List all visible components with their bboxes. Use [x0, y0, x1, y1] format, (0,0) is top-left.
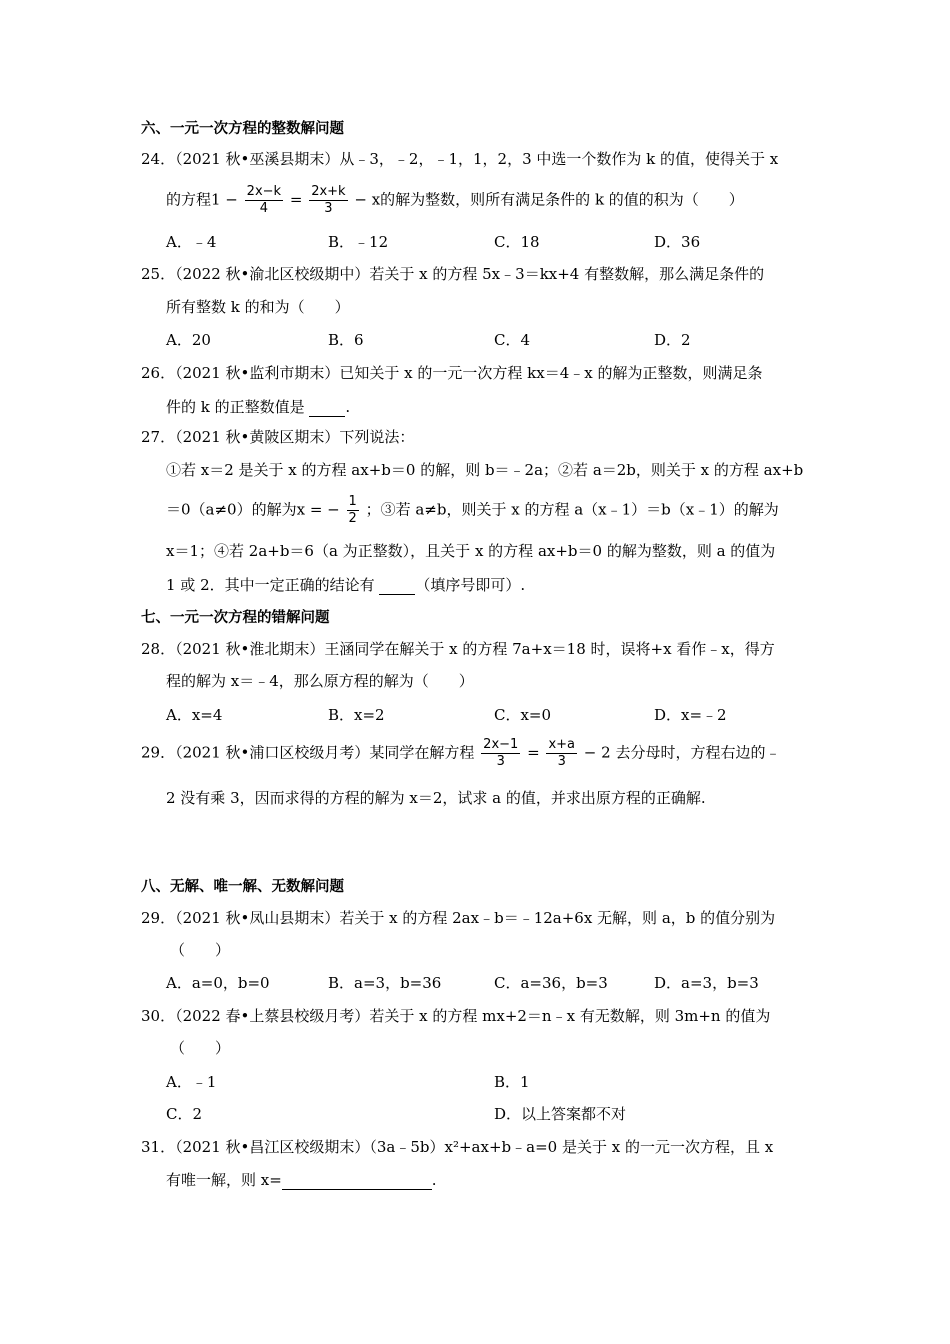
q27-line5-pre: 1 或 2．其中一定正确的结论有: [166, 576, 375, 594]
q27-line1: 27．（2021 秋•黄陂区期末）下列说法：: [141, 428, 415, 446]
q29b-line1: 29．（2021 秋•凤山县期末）若关于 x 的方程 2ax﹣b＝﹣12a+6x 无解，则 a，b 的值分别为: [141, 909, 776, 927]
q25-option-a: A．20: [166, 331, 211, 349]
q25-option-d: D．2: [654, 331, 691, 349]
q31-answer-blank[interactable]: [282, 1171, 432, 1190]
q24-f2-num: 2x+k: [311, 184, 346, 199]
section-heading-6: 六、一元一次方程的整数解问题: [141, 121, 344, 137]
q26-line1: 26．（2021 秋•监利市期末）已知关于 x 的一元一次方程 kx＝4﹣x 的解为正整数，则满足条: [141, 364, 763, 382]
q24-pre: 的方程1 −: [166, 190, 238, 209]
q24-option-a: A．﹣4: [166, 233, 217, 251]
q26-line2: [166, 396, 350, 417]
q30-option-a: A．﹣1: [166, 1073, 217, 1091]
q29a-fraction-1: [481, 737, 520, 770]
q24-option-d: D．36: [654, 233, 701, 251]
q27-answer-blank[interactable]: [379, 576, 415, 595]
q24-f1-num: 2x−k: [246, 184, 282, 199]
q28-line2: 程的解为 x＝﹣4，那么原方程的解为（ ）: [166, 672, 474, 690]
q24-f2-den: 3: [324, 201, 333, 216]
section-heading-7: 七、一元一次方程的错解问题: [141, 610, 330, 626]
q29a-line1: [141, 737, 780, 770]
q24-option-b: B．﹣12: [328, 233, 389, 251]
q28-option-c: C．x=0: [494, 706, 552, 724]
q29b-option-c: C．a=36，b=3: [494, 974, 608, 992]
q25-option-c: C．4: [494, 331, 531, 349]
q27-line5: [166, 574, 525, 595]
q24-fraction-2: [309, 184, 347, 217]
q28-option-d: D．x=﹣2: [654, 706, 727, 724]
q24-f1-den: 4: [259, 201, 268, 216]
q25-line2: 所有整数 k 的和为（ ）: [166, 298, 350, 316]
q28-option-a: A．x=4: [166, 706, 223, 724]
q27-line3-post: ；③若 a≠b，则关于 x 的方程 a（x﹣1）＝b（x﹣1）的解为: [365, 500, 779, 519]
q24-line2: [166, 184, 744, 217]
q29a-line2: 2 没有乘 3，因而求得的方程的解为 x＝2，试求 a 的值，并求出原方程的正确解.: [166, 789, 706, 807]
q30-option-c: C．2: [166, 1105, 203, 1123]
q29b-option-b: B．a=3，b=36: [328, 974, 442, 992]
q25-line1: 25．（2022 秋•渝北区校级期中）若关于 x 的方程 5x﹣3＝kx+4 有整数解，那么满足条件的: [141, 265, 765, 283]
q29a-f1-den: 3: [496, 754, 505, 769]
q26-line2-text: 件的 k 的正整数值是: [166, 398, 305, 416]
q30-line2: （ ）: [170, 1039, 231, 1057]
q25-option-b: B．6: [328, 331, 364, 349]
q28-option-b: B．x=2: [328, 706, 385, 724]
q31-line2: [166, 1169, 437, 1190]
q27-f-den: 2: [348, 511, 357, 526]
q29a-f1-num: 2x−1: [483, 737, 519, 752]
q27-line3-pre: ＝0（a≠0）的解为x = −: [166, 500, 340, 519]
q30-option-b: B．1: [494, 1073, 530, 1091]
q27-f-num: 1: [348, 494, 357, 509]
q27-line4: x＝1；④若 2a+b＝6（a 为正整数），且关于 x 的方程 ax+b＝0 的解为整数，则 a 的值为: [166, 542, 776, 560]
q27-line2: ①若 x＝2 是关于 x 的方程 ax+b＝0 的解，则 b＝﹣2a；②若 a＝2b，则关于 x 的方程 ax+b: [166, 461, 804, 479]
q29b-option-d: D．a=3，b=3: [654, 974, 759, 992]
q24-eq: =: [289, 190, 303, 209]
q30-option-d: D．以上答案都不对: [494, 1105, 627, 1123]
q31-line2-text: 有唯一解，则 x=: [166, 1171, 282, 1189]
q24-post: − x的解为整数，则所有满足条件的 k 的值的积为（ ）: [354, 190, 744, 209]
section-heading-8: 八、无解、唯一解、无数解问题: [141, 879, 344, 895]
q24-option-c: C．18: [494, 233, 540, 251]
q29a-eq: =: [527, 743, 540, 762]
q27-fraction: [347, 494, 359, 527]
q27-line3: [166, 494, 779, 527]
q30-line1: 30．（2022 春•上蔡县校级月考）若关于 x 的方程 mx+2＝n﹣x 有无数解，则 3m+n 的值为: [141, 1007, 771, 1025]
q28-line1: 28．（2021 秋•淮北期末）王涵同学在解关于 x 的方程 7a+x＝18 时，误将+x 看作﹣x，得方: [141, 640, 775, 658]
q31-line1: 31．（2021 秋•昌江区校级期末）（3a﹣5b）x²+ax+b﹣a=0 是关于 x 的一元一次方程，且 x: [141, 1138, 774, 1156]
q29a-fraction-2: [546, 737, 577, 770]
q29b-option-a: A．a=0，b=0: [166, 974, 270, 992]
q26-line2-end: .: [345, 398, 351, 416]
q29a-f2-den: 3: [557, 754, 566, 769]
q26-answer-blank[interactable]: [309, 398, 345, 417]
q29b-line2: （ ）: [170, 941, 231, 959]
q29a-post: − 2 去分母时，方程右边的﹣: [583, 743, 781, 762]
q24-fraction-1: [245, 184, 283, 217]
q24-line1: 24．（2021 秋•巫溪县期末）从﹣3，﹣2，﹣1，1，2，3 中选一个数作为 k 的值，使得关于 x: [141, 150, 779, 168]
q29a-f2-num: x+a: [548, 737, 576, 752]
q29a-pre: 29．（2021 秋•浦口区校级月考）某同学在解方程: [141, 743, 475, 762]
q27-line5-post: （填序号即可）.: [415, 576, 526, 594]
q31-line2-end: .: [431, 1171, 437, 1189]
